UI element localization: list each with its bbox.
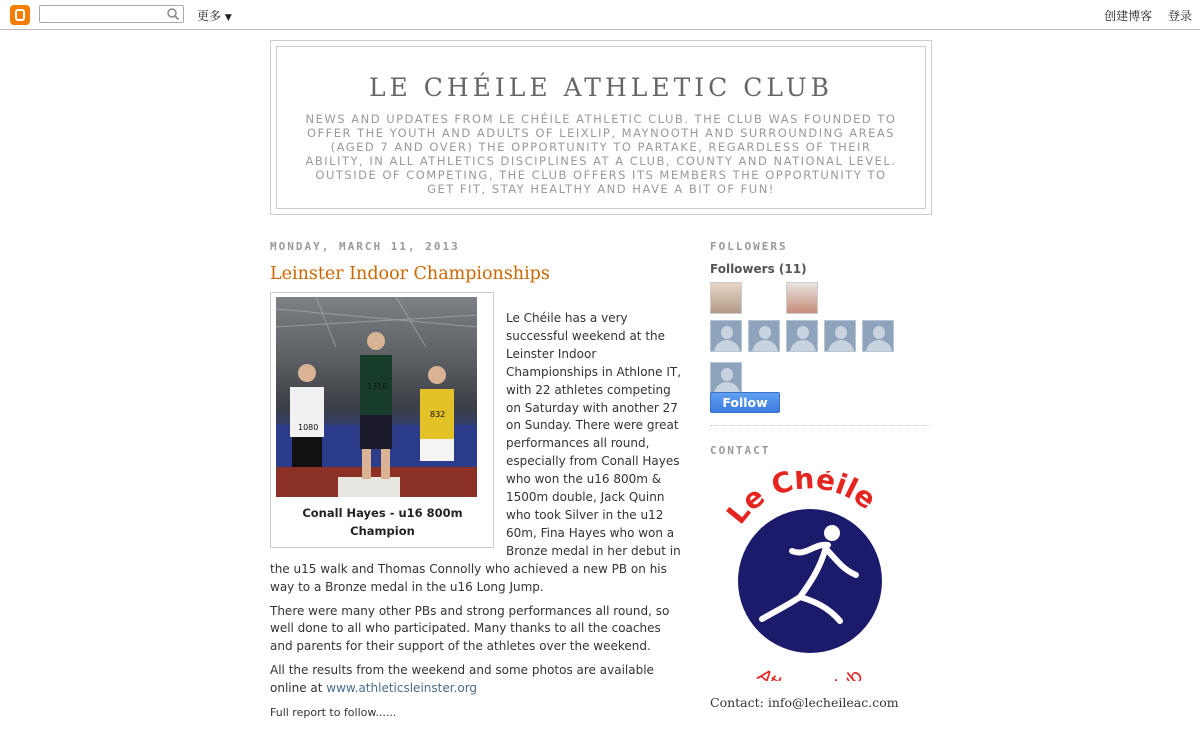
follow-button[interactable]: Follow <box>710 392 780 413</box>
followers-count: Followers (11) <box>710 262 807 276</box>
follower-avatar[interactable] <box>710 320 742 352</box>
post-paragraph-1: Le Chéile has a very successful weekend at the Leinster Indoor Championships in Athlone IT, with 22 athletes competing on Saturday with another 27 on Sunday. There were great performances all round, especially from Conall Hayes who won the u16 800m & 1500m double, Jack Quinn who took Silver in the u12 60m, Fina Hayes who won a Bronze medal in her debut in the u15 walk and Thomas Connolly who achieved a new PB on his way to a Bronze medal in the u16 Long Jump. <box>270 311 682 594</box>
follower-avatar[interactable] <box>862 320 894 352</box>
blog-header <box>270 40 932 215</box>
bib-1080: 1080 <box>298 423 319 432</box>
followers-heading: FOLLOWERS <box>710 240 788 253</box>
sidebar-divider <box>710 425 930 426</box>
blog-title[interactable]: LE CHÉILE ATHLETIC CLUB <box>368 73 834 102</box>
more-menu[interactable] <box>197 7 232 24</box>
podium-photo[interactable] <box>276 297 477 497</box>
create-blog-link[interactable]: 创建博客 <box>1104 9 1153 23</box>
contact-email[interactable]: Contact: info@lecheileac.com <box>710 695 899 710</box>
post-title[interactable]: Leinster Indoor Championships <box>270 264 550 284</box>
post-image-frame <box>270 292 494 548</box>
follower-avatar[interactable] <box>786 320 818 352</box>
blog-header-inner <box>276 46 926 209</box>
blog-description: NEWS AND UPDATES FROM LE CHÉILE ATHLETIC CLUB. THE CLUB WAS FOUNDED TO OFFER THE YOUTH AND ADULTS OF LEIXLIP, MAYNOOTH AND SURROUNDING AREAS (AGED 7 AND OVER) THE OPPORTUNITY TO PARTAKE, REGARDLESS OF THEIR ABILITY, IN ALL ATHLETICS DISCIPLINES AT A CLUB, COUNTY AND NATIONAL LEVEL. OUTSIDE OF COMPETING, THE CLUB OFFERS ITS MEMBERS THE OPPORTUNITY TO GET FIT, STAY HEALTHY AND HAVE A BIT OF FUN! <box>305 112 897 196</box>
follower-avatar[interactable] <box>748 320 780 352</box>
navbar-right <box>1092 7 1192 24</box>
follower-avatar[interactable] <box>824 320 856 352</box>
blogger-logo-icon[interactable] <box>10 5 30 25</box>
main-column <box>270 240 682 728</box>
post-paragraph-3 <box>270 662 682 698</box>
follower-avatar[interactable] <box>786 282 818 314</box>
caret-down-icon: ▼ <box>224 13 232 23</box>
more-menu-label: 更多 <box>197 9 222 23</box>
navbar-search-input[interactable] <box>43 10 167 26</box>
contact-heading: CONTACT <box>710 444 771 457</box>
sidebar <box>710 240 930 710</box>
club-logo <box>710 471 910 681</box>
blogger-navbar <box>0 0 1200 30</box>
post-body <box>270 292 682 722</box>
follower-avatar[interactable] <box>710 362 742 394</box>
image-caption: Conall Hayes - u16 800m Champion <box>302 506 463 538</box>
logo-text-bottom: A b <box>753 664 867 681</box>
bib-1316: 1316 <box>367 382 388 391</box>
post-paragraph-4: Full report to follow...... <box>270 706 397 720</box>
post-paragraph-3-text: All the results from the weekend and some photos are available online at <box>270 663 654 696</box>
bib-832: 832 <box>430 410 446 419</box>
logo-text-top: Le Chéile <box>720 471 883 531</box>
post-date: MONDAY, MARCH 11, 2013 <box>270 240 460 253</box>
athletics-leinster-link[interactable]: www.athleticsleinster.org <box>326 681 478 696</box>
post-paragraph-2: There were many other PBs and strong performances all round, so well done to all who participated. Many thanks to all the coaches and parents for their support of the athletes over the weekend. <box>270 603 670 654</box>
navbar-search[interactable] <box>39 5 184 23</box>
followers-grid <box>710 282 930 410</box>
follower-avatar[interactable] <box>710 282 742 314</box>
search-icon[interactable] <box>166 7 180 21</box>
login-link[interactable]: 登录 <box>1167 9 1192 23</box>
